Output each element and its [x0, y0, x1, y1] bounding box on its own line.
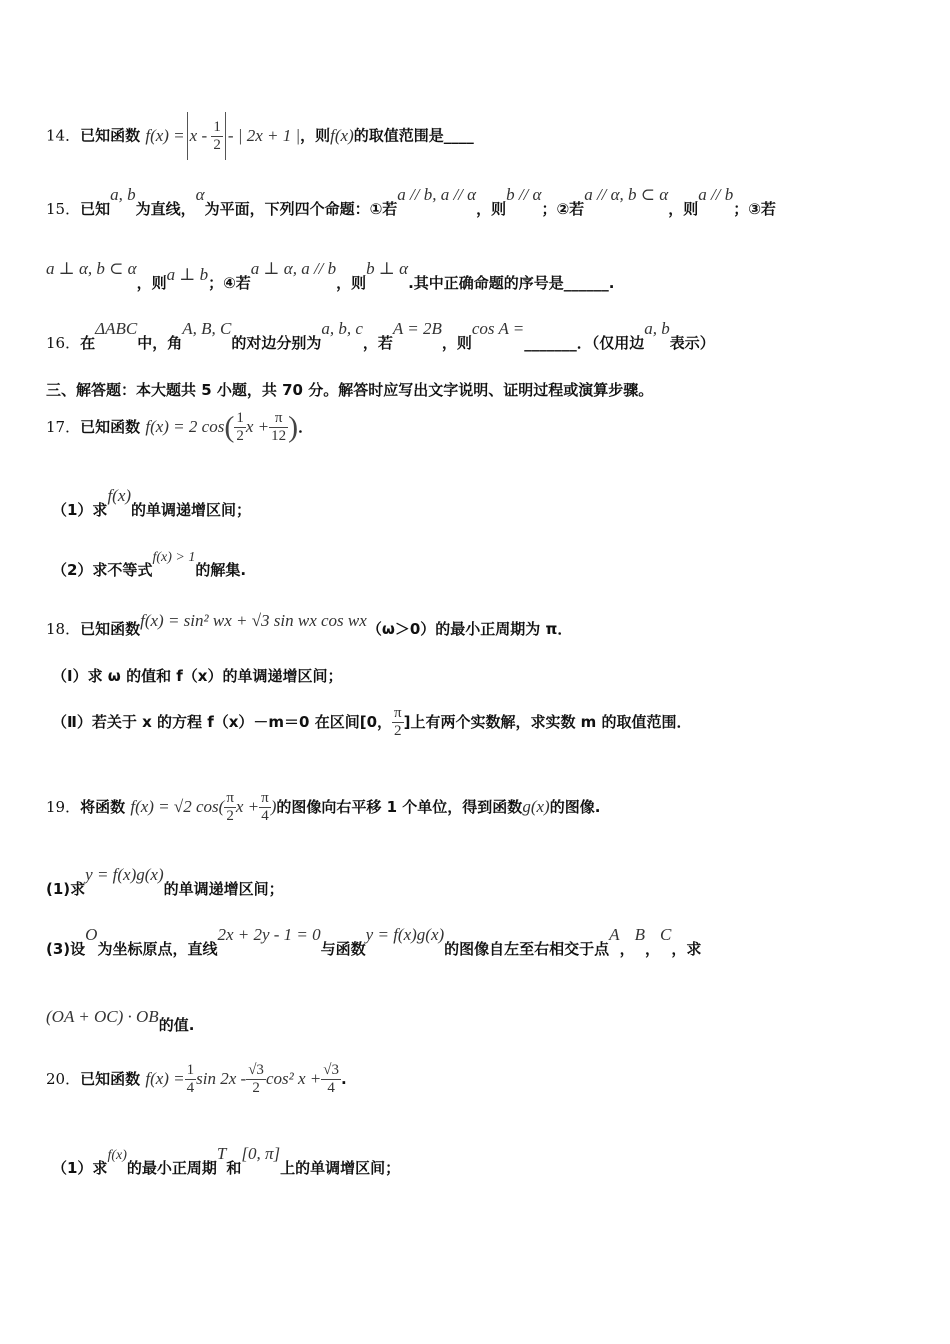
- question-19-part3: (3)设O为坐标原点，直线2x + 2y - 1 = 0与函数y = f(x)g(x)的图像自左至右相交于点A，B，C，求: [46, 925, 702, 958]
- question-16: 16．在ΔABC中，角A, B, C的对边分别为a, b, c，若A = 2B，则cos A =_______．（仅用边a, b表示）: [46, 319, 715, 352]
- section-heading: 三、解答题：本大题共 5 小题，共 70 分。解答时应写出文字说明、证明过程或演算步骤。: [46, 381, 654, 399]
- question-15: 15．已知a, b为直线，α为平面，下列四个命题：①若a // b, a // α，则b // α；②若a // α, b ⊂ α，则a // b；③若: [46, 185, 776, 218]
- question-17-part2: （2）求不等式f(x) > 1的解集.: [52, 550, 247, 579]
- question-19: 19．将函数 f(x) = √2 cos( $\frac{\pi}{2}$ x + $\frac{\pi}{4}$ )的图像向右平移 1 个单位，得到函数g(x)的图像.: [46, 790, 601, 824]
- question-19-part1: (1)求y = f(x)g(x)的单调递增区间；: [46, 865, 284, 898]
- question-20-part1: （1）求f(x)的最小正周期T和[0, π]上的单调增区间；: [52, 1144, 401, 1177]
- question-18-part2: （Ⅱ）若关于 x 的方程 f（x）－m＝0 在区间[0， $\frac{\pi}{2}$ ]上有两个实数解，求实数 m 的取值范围．: [52, 705, 692, 739]
- question-19-part3-line2: (OA + OC) · OB的值.: [46, 1007, 195, 1034]
- question-14: 14．已知函数 f(x) = x - $\frac{1}{2}$ - | 2x + 1 |，则f(x)的取值范围是____: [46, 112, 474, 160]
- question-17: 17．已知函数 f(x) = 2 cos( $\frac{1}{2}$ x + $\frac{\pi}{12}$ )．: [46, 410, 314, 444]
- question-18-part1: （Ⅰ）求 ω 的值和 f（x）的单调递增区间；: [52, 667, 343, 685]
- question-20: 20．已知函数 f(x) = $\frac{1}{4}$ sin 2x - $\frac{√3}{2}$ cos² x + $\frac{√3}{4}$ .: [46, 1062, 347, 1096]
- question-18: 18．已知函数f(x) = sin² wx + √3 sin wx cos wx（ω＞0）的最小正周期为 π．: [46, 611, 573, 638]
- question-17-part1: （1）求f(x)的单调递增区间；: [52, 486, 252, 519]
- question-15-line2: a ⊥ α, b ⊂ α，则a ⊥ b；④若a ⊥ α, a // b，则b ⊥ α.其中正确命题的序号是______.: [46, 259, 615, 292]
